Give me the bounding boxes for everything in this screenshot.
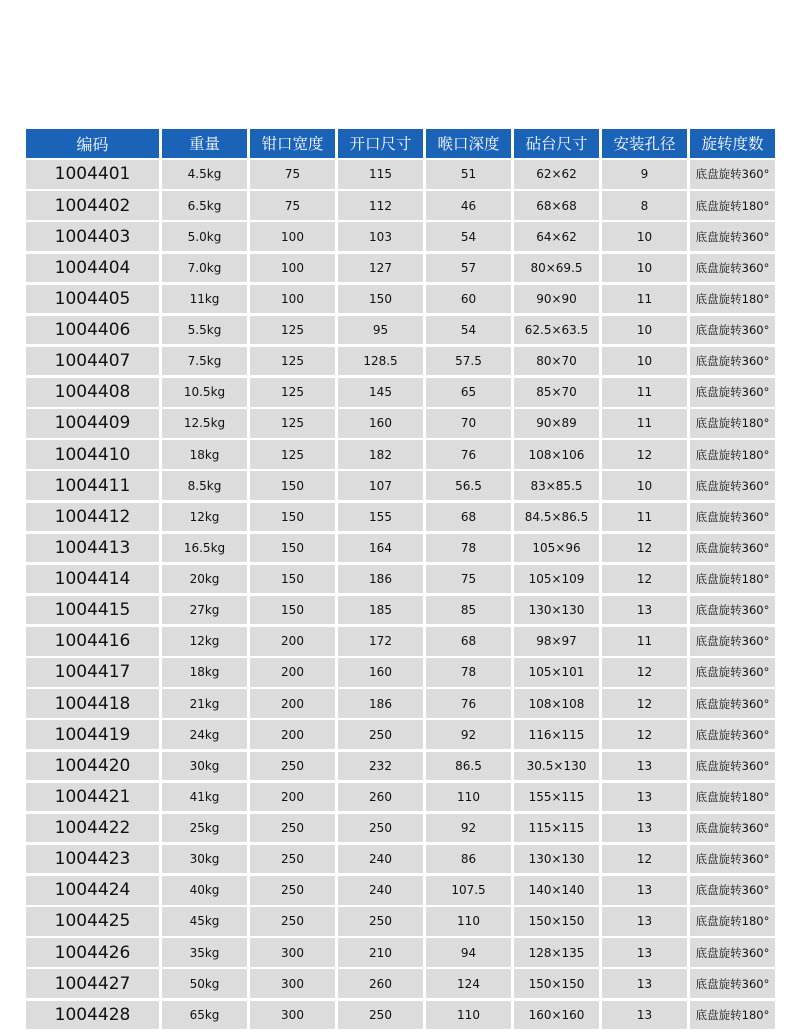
- rotation-cell: 底盘旋转360°: [690, 534, 775, 563]
- opening-cell: 172: [338, 627, 423, 656]
- table-row: [26, 752, 770, 781]
- code-cell: 1004404: [26, 254, 159, 283]
- jaw-width-cell: 125: [250, 378, 335, 407]
- opening-cell: 186: [338, 565, 423, 594]
- weight-cell: 25kg: [162, 814, 247, 843]
- code-cell: 1004421: [26, 783, 159, 812]
- rotation-cell: 底盘旋转180°: [690, 409, 775, 438]
- spec-table: [26, 129, 770, 1032]
- throat-depth-cell: 110: [426, 907, 511, 936]
- header-row: [26, 129, 764, 158]
- jaw-width-cell: 150: [250, 596, 335, 625]
- throat-depth-cell: 76: [426, 440, 511, 469]
- jaw-width-cell: 125: [250, 316, 335, 345]
- anvil-size-cell: 90×90: [514, 285, 599, 314]
- jaw-width-cell: 200: [250, 627, 335, 656]
- throat-depth-cell: 92: [426, 814, 511, 843]
- code-cell: 1004418: [26, 689, 159, 718]
- opening-cell: 210: [338, 938, 423, 967]
- anvil-size-cell: 68×68: [514, 191, 599, 220]
- jaw-width-cell: 200: [250, 783, 335, 812]
- throat-depth-cell: 68: [426, 503, 511, 532]
- weight-cell: 21kg: [162, 689, 247, 718]
- anvil-size-cell: 108×106: [514, 440, 599, 469]
- rotation-cell: 底盘旋转360°: [690, 845, 775, 874]
- jaw-width-cell: 75: [250, 191, 335, 220]
- jaw-width-cell: 150: [250, 534, 335, 563]
- throat-depth-cell: 85: [426, 596, 511, 625]
- code-cell: 1004426: [26, 938, 159, 967]
- jaw-width-cell: 125: [250, 409, 335, 438]
- header-mount-hole: 安装孔径: [602, 129, 687, 158]
- mount-hole-cell: 10: [602, 222, 687, 251]
- table-row: [26, 783, 770, 812]
- code-cell: 1004405: [26, 285, 159, 314]
- header-jaw-width: 钳口宽度: [250, 129, 335, 158]
- weight-cell: 40kg: [162, 876, 247, 905]
- mount-hole-cell: 8: [602, 191, 687, 220]
- weight-cell: 12kg: [162, 503, 247, 532]
- anvil-size-cell: 62×62: [514, 160, 599, 189]
- code-cell: 1004411: [26, 471, 159, 500]
- rotation-cell: 底盘旋转180°: [690, 191, 775, 220]
- throat-depth-cell: 68: [426, 627, 511, 656]
- throat-depth-cell: 124: [426, 969, 511, 998]
- weight-cell: 50kg: [162, 969, 247, 998]
- mount-hole-cell: 13: [602, 876, 687, 905]
- mount-hole-cell: 13: [602, 969, 687, 998]
- throat-depth-cell: 75: [426, 565, 511, 594]
- throat-depth-cell: 57: [426, 254, 511, 283]
- weight-cell: 18kg: [162, 658, 247, 687]
- opening-cell: 145: [338, 378, 423, 407]
- header-rotation: 旋转度数: [690, 129, 775, 158]
- opening-cell: 103: [338, 222, 423, 251]
- code-cell: 1004419: [26, 720, 159, 749]
- anvil-size-cell: 150×150: [514, 969, 599, 998]
- jaw-width-cell: 125: [250, 347, 335, 376]
- mount-hole-cell: 11: [602, 285, 687, 314]
- jaw-width-cell: 150: [250, 503, 335, 532]
- table-row: [26, 689, 770, 718]
- rotation-cell: 底盘旋转360°: [690, 160, 775, 189]
- table-row: [26, 222, 770, 251]
- mount-hole-cell: 12: [602, 534, 687, 563]
- anvil-size-cell: 128×135: [514, 938, 599, 967]
- opening-cell: 160: [338, 658, 423, 687]
- table-row: [26, 596, 770, 625]
- anvil-size-cell: 150×150: [514, 907, 599, 936]
- table-row: [26, 938, 770, 967]
- weight-cell: 16.5kg: [162, 534, 247, 563]
- mount-hole-cell: 10: [602, 471, 687, 500]
- mount-hole-cell: 11: [602, 627, 687, 656]
- opening-cell: 115: [338, 160, 423, 189]
- opening-cell: 164: [338, 534, 423, 563]
- opening-cell: 182: [338, 440, 423, 469]
- weight-cell: 7.0kg: [162, 254, 247, 283]
- code-cell: 1004414: [26, 565, 159, 594]
- code-cell: 1004422: [26, 814, 159, 843]
- table-row: [26, 160, 770, 189]
- throat-depth-cell: 94: [426, 938, 511, 967]
- anvil-size-cell: 115×115: [514, 814, 599, 843]
- table-row: [26, 658, 770, 687]
- rotation-cell: 底盘旋转360°: [690, 222, 775, 251]
- weight-cell: 12.5kg: [162, 409, 247, 438]
- throat-depth-cell: 86: [426, 845, 511, 874]
- code-cell: 1004428: [26, 1001, 159, 1030]
- code-cell: 1004412: [26, 503, 159, 532]
- code-cell: 1004408: [26, 378, 159, 407]
- code-cell: 1004420: [26, 752, 159, 781]
- anvil-size-cell: 108×108: [514, 689, 599, 718]
- code-cell: 1004424: [26, 876, 159, 905]
- header-code: 编码: [26, 129, 159, 158]
- table-row: [26, 285, 770, 314]
- opening-cell: 250: [338, 814, 423, 843]
- jaw-width-cell: 300: [250, 969, 335, 998]
- mount-hole-cell: 13: [602, 783, 687, 812]
- throat-depth-cell: 54: [426, 222, 511, 251]
- jaw-width-cell: 250: [250, 907, 335, 936]
- rotation-cell: 底盘旋转180°: [690, 907, 775, 936]
- table-row: [26, 409, 770, 438]
- opening-cell: 127: [338, 254, 423, 283]
- rotation-cell: 底盘旋转360°: [690, 876, 775, 905]
- weight-cell: 35kg: [162, 938, 247, 967]
- code-cell: 1004406: [26, 316, 159, 345]
- jaw-width-cell: 300: [250, 1001, 335, 1030]
- throat-depth-cell: 54: [426, 316, 511, 345]
- rotation-cell: 底盘旋转180°: [690, 1001, 775, 1030]
- mount-hole-cell: 11: [602, 503, 687, 532]
- weight-cell: 7.5kg: [162, 347, 247, 376]
- table-row: [26, 1001, 770, 1030]
- opening-cell: 260: [338, 783, 423, 812]
- mount-hole-cell: 10: [602, 254, 687, 283]
- weight-cell: 45kg: [162, 907, 247, 936]
- throat-depth-cell: 51: [426, 160, 511, 189]
- weight-cell: 65kg: [162, 1001, 247, 1030]
- anvil-size-cell: 105×109: [514, 565, 599, 594]
- jaw-width-cell: 250: [250, 814, 335, 843]
- anvil-size-cell: 98×97: [514, 627, 599, 656]
- anvil-size-cell: 155×115: [514, 783, 599, 812]
- code-cell: 1004403: [26, 222, 159, 251]
- throat-depth-cell: 65: [426, 378, 511, 407]
- table-row: [26, 347, 770, 376]
- weight-cell: 30kg: [162, 845, 247, 874]
- jaw-width-cell: 125: [250, 440, 335, 469]
- table-row: [26, 907, 770, 936]
- jaw-width-cell: 150: [250, 471, 335, 500]
- rotation-cell: 底盘旋转360°: [690, 969, 775, 998]
- mount-hole-cell: 13: [602, 596, 687, 625]
- code-cell: 1004402: [26, 191, 159, 220]
- rotation-cell: 底盘旋转360°: [690, 658, 775, 687]
- weight-cell: 5.5kg: [162, 316, 247, 345]
- table-row: [26, 471, 770, 500]
- table-row: [26, 720, 770, 749]
- mount-hole-cell: 13: [602, 752, 687, 781]
- code-cell: 1004415: [26, 596, 159, 625]
- jaw-width-cell: 200: [250, 689, 335, 718]
- rotation-cell: 底盘旋转360°: [690, 752, 775, 781]
- rotation-cell: 底盘旋转180°: [690, 285, 775, 314]
- table-row: [26, 876, 770, 905]
- weight-cell: 12kg: [162, 627, 247, 656]
- anvil-size-cell: 130×130: [514, 845, 599, 874]
- rotation-cell: 底盘旋转180°: [690, 783, 775, 812]
- jaw-width-cell: 300: [250, 938, 335, 967]
- mount-hole-cell: 12: [602, 845, 687, 874]
- rotation-cell: 底盘旋转360°: [690, 596, 775, 625]
- table-body: [26, 160, 770, 1029]
- jaw-width-cell: 250: [250, 752, 335, 781]
- opening-cell: 240: [338, 876, 423, 905]
- weight-cell: 11kg: [162, 285, 247, 314]
- opening-cell: 250: [338, 907, 423, 936]
- throat-depth-cell: 78: [426, 534, 511, 563]
- jaw-width-cell: 250: [250, 876, 335, 905]
- rotation-cell: 底盘旋转360°: [690, 471, 775, 500]
- weight-cell: 4.5kg: [162, 160, 247, 189]
- jaw-width-cell: 200: [250, 658, 335, 687]
- weight-cell: 10.5kg: [162, 378, 247, 407]
- weight-cell: 41kg: [162, 783, 247, 812]
- jaw-width-cell: 75: [250, 160, 335, 189]
- jaw-width-cell: 100: [250, 222, 335, 251]
- jaw-width-cell: 200: [250, 720, 335, 749]
- mount-hole-cell: 12: [602, 440, 687, 469]
- throat-depth-cell: 110: [426, 1001, 511, 1030]
- mount-hole-cell: 12: [602, 689, 687, 718]
- throat-depth-cell: 78: [426, 658, 511, 687]
- table-row: [26, 627, 770, 656]
- opening-cell: 186: [338, 689, 423, 718]
- throat-depth-cell: 76: [426, 689, 511, 718]
- rotation-cell: 底盘旋转360°: [690, 689, 775, 718]
- opening-cell: 160: [338, 409, 423, 438]
- opening-cell: 107: [338, 471, 423, 500]
- table-row: [26, 565, 770, 594]
- rotation-cell: 底盘旋转360°: [690, 316, 775, 345]
- rotation-cell: 底盘旋转180°: [690, 565, 775, 594]
- weight-cell: 6.5kg: [162, 191, 247, 220]
- opening-cell: 260: [338, 969, 423, 998]
- opening-cell: 155: [338, 503, 423, 532]
- throat-depth-cell: 57.5: [426, 347, 511, 376]
- opening-cell: 250: [338, 1001, 423, 1030]
- table-row: [26, 969, 770, 998]
- header-opening: 开口尺寸: [338, 129, 423, 158]
- anvil-size-cell: 140×140: [514, 876, 599, 905]
- header-throat-depth: 喉口深度: [426, 129, 511, 158]
- opening-cell: 240: [338, 845, 423, 874]
- throat-depth-cell: 86.5: [426, 752, 511, 781]
- throat-depth-cell: 60: [426, 285, 511, 314]
- anvil-size-cell: 80×69.5: [514, 254, 599, 283]
- anvil-size-cell: 90×89: [514, 409, 599, 438]
- mount-hole-cell: 13: [602, 938, 687, 967]
- code-cell: 1004416: [26, 627, 159, 656]
- weight-cell: 18kg: [162, 440, 247, 469]
- mount-hole-cell: 11: [602, 409, 687, 438]
- anvil-size-cell: 80×70: [514, 347, 599, 376]
- code-cell: 1004425: [26, 907, 159, 936]
- code-cell: 1004401: [26, 160, 159, 189]
- weight-cell: 20kg: [162, 565, 247, 594]
- throat-depth-cell: 110: [426, 783, 511, 812]
- mount-hole-cell: 10: [602, 316, 687, 345]
- opening-cell: 128.5: [338, 347, 423, 376]
- weight-cell: 8.5kg: [162, 471, 247, 500]
- throat-depth-cell: 92: [426, 720, 511, 749]
- anvil-size-cell: 62.5×63.5: [514, 316, 599, 345]
- jaw-width-cell: 250: [250, 845, 335, 874]
- mount-hole-cell: 13: [602, 1001, 687, 1030]
- anvil-size-cell: 116×115: [514, 720, 599, 749]
- anvil-size-cell: 130×130: [514, 596, 599, 625]
- weight-cell: 24kg: [162, 720, 247, 749]
- opening-cell: 112: [338, 191, 423, 220]
- table-row: [26, 503, 770, 532]
- throat-depth-cell: 46: [426, 191, 511, 220]
- anvil-size-cell: 64×62: [514, 222, 599, 251]
- rotation-cell: 底盘旋转360°: [690, 938, 775, 967]
- mount-hole-cell: 9: [602, 160, 687, 189]
- rotation-cell: 底盘旋转360°: [690, 347, 775, 376]
- mount-hole-cell: 12: [602, 565, 687, 594]
- table-row: [26, 316, 770, 345]
- mount-hole-cell: 12: [602, 658, 687, 687]
- table-row: [26, 845, 770, 874]
- table-row: [26, 254, 770, 283]
- jaw-width-cell: 150: [250, 565, 335, 594]
- code-cell: 1004423: [26, 845, 159, 874]
- throat-depth-cell: 70: [426, 409, 511, 438]
- code-cell: 1004417: [26, 658, 159, 687]
- anvil-size-cell: 105×96: [514, 534, 599, 563]
- throat-depth-cell: 107.5: [426, 876, 511, 905]
- table-row: [26, 440, 770, 469]
- mount-hole-cell: 13: [602, 814, 687, 843]
- opening-cell: 232: [338, 752, 423, 781]
- table-row: [26, 534, 770, 563]
- header-weight: 重量: [162, 129, 247, 158]
- throat-depth-cell: 56.5: [426, 471, 511, 500]
- anvil-size-cell: 85×70: [514, 378, 599, 407]
- anvil-size-cell: 83×85.5: [514, 471, 599, 500]
- rotation-cell: 底盘旋转360°: [690, 814, 775, 843]
- rotation-cell: 底盘旋转360°: [690, 503, 775, 532]
- mount-hole-cell: 11: [602, 378, 687, 407]
- rotation-cell: 底盘旋转360°: [690, 378, 775, 407]
- code-cell: 1004409: [26, 409, 159, 438]
- code-cell: 1004410: [26, 440, 159, 469]
- code-cell: 1004413: [26, 534, 159, 563]
- weight-cell: 30kg: [162, 752, 247, 781]
- code-cell: 1004427: [26, 969, 159, 998]
- opening-cell: 185: [338, 596, 423, 625]
- jaw-width-cell: 100: [250, 254, 335, 283]
- anvil-size-cell: 105×101: [514, 658, 599, 687]
- table-row: [26, 814, 770, 843]
- rotation-cell: 底盘旋转360°: [690, 254, 775, 283]
- header-anvil-size: 砧台尺寸: [514, 129, 599, 158]
- anvil-size-cell: 160×160: [514, 1001, 599, 1030]
- code-cell: 1004407: [26, 347, 159, 376]
- anvil-size-cell: 84.5×86.5: [514, 503, 599, 532]
- weight-cell: 27kg: [162, 596, 247, 625]
- mount-hole-cell: 12: [602, 720, 687, 749]
- opening-cell: 150: [338, 285, 423, 314]
- opening-cell: 250: [338, 720, 423, 749]
- jaw-width-cell: 100: [250, 285, 335, 314]
- table-row: [26, 378, 770, 407]
- anvil-size-cell: 30.5×130: [514, 752, 599, 781]
- rotation-cell: 底盘旋转180°: [690, 440, 775, 469]
- mount-hole-cell: 13: [602, 907, 687, 936]
- weight-cell: 5.0kg: [162, 222, 247, 251]
- table-row: [26, 191, 770, 220]
- mount-hole-cell: 10: [602, 347, 687, 376]
- opening-cell: 95: [338, 316, 423, 345]
- rotation-cell: 底盘旋转360°: [690, 627, 775, 656]
- rotation-cell: 底盘旋转360°: [690, 720, 775, 749]
